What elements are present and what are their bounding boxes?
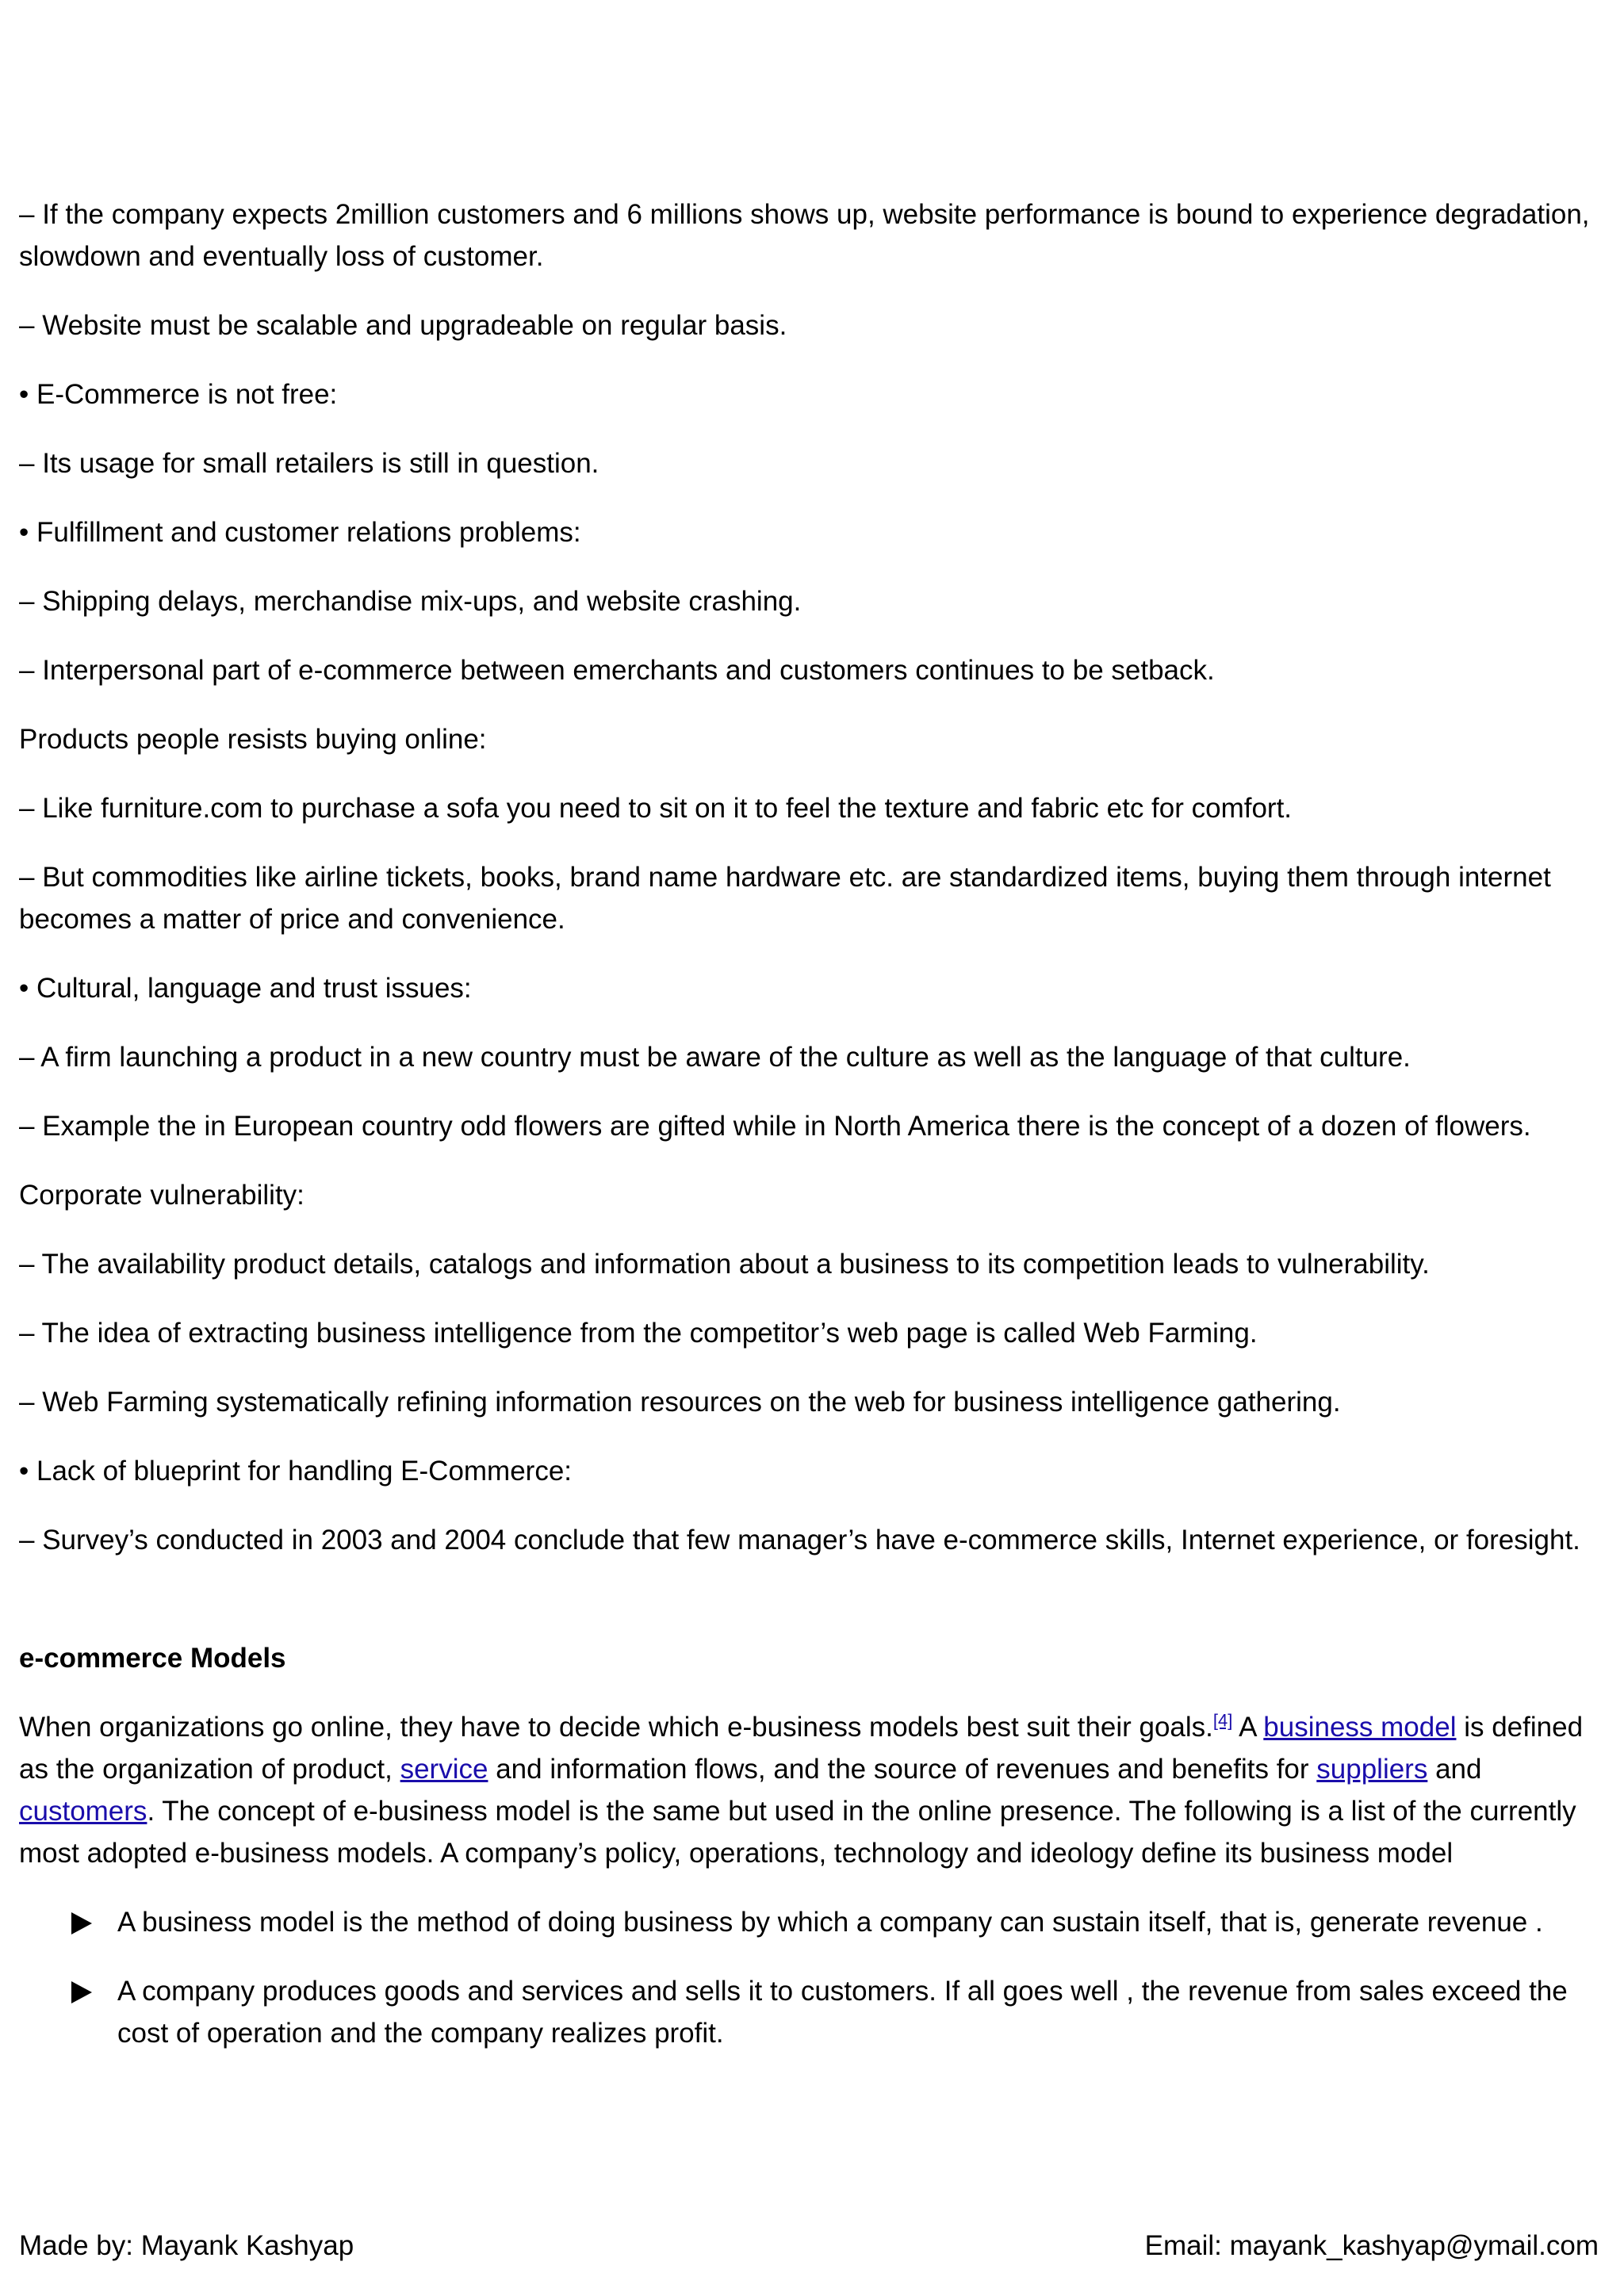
suppliers-link[interactable]: suppliers — [1316, 1754, 1428, 1785]
service-link[interactable]: service — [400, 1754, 488, 1785]
bullet-item — [19, 1970, 1602, 2054]
triangle-right-icon — [71, 1981, 92, 2003]
footer-author: Made by: Mayank Kashyap — [19, 2230, 354, 2261]
customers-link[interactable]: customers — [19, 1796, 147, 1827]
paragraph: – Interpersonal part of e-commerce between emerchants and customers continues to be setback. — [19, 655, 1215, 686]
paragraph: – The availability product details, catalogs and information about a business to its competition leads to vulnerability. — [19, 1249, 1430, 1280]
paragraph: – But commodities like airline tickets, books, brand name hardware etc. are standardized items, buying them through internet becomes a matter of price and convenience. — [19, 862, 1551, 935]
paragraph: • Lack of blueprint for handling E-Commerce: — [19, 1456, 573, 1487]
paragraph: Products people resists buying online: — [19, 724, 487, 755]
intro-text: and — [1427, 1754, 1482, 1785]
paragraph: Corporate vulnerability: — [19, 1180, 304, 1211]
citation-link[interactable]: [4] — [1212, 1710, 1233, 1731]
intro-text: When organizations go online, they have to decide which e-business models best suit their goals. — [19, 1712, 1213, 1743]
intro-text: is defined as the organization of product, — [19, 1712, 1584, 1785]
paragraph: – The idea of extracting business intelligence from the competitor’s web page is called Web Farming. — [19, 1318, 1258, 1349]
paragraph: • Fulfillment and customer relations problems: — [19, 517, 581, 548]
paragraph: – Its usage for small retailers is still in question. — [19, 448, 599, 479]
triangle-right-icon — [71, 1912, 92, 1934]
footer-email: Email: mayank_kashyap@ymail.com — [1144, 2230, 1599, 2261]
paragraph: – Like furniture.com to purchase a sofa you need to sit on it to feel the texture and fabric etc for comfort. — [19, 793, 1293, 824]
document-page — [19, 193, 1602, 2081]
bullet-text: A business model is the method of doing business by which a company can sustain itself, that is, generate revenue . — [117, 1907, 1543, 1938]
business-model-link[interactable]: business model — [1263, 1712, 1457, 1743]
intro-text: A — [1232, 1712, 1264, 1743]
intro-text: . The concept of e-business model is the same but used in the online presence. The following is a list of the currently most adopted e-business models. A company’s policy, operations, technology and ideology define its business model — [19, 1796, 1576, 1869]
paragraph: – Example the in European country odd flowers are gifted while in North America there is the concept of a dozen of flowers. — [19, 1111, 1531, 1142]
bullet-item — [19, 1901, 1602, 1943]
intro-text: and information flows, and the source of revenues and benefits for — [488, 1754, 1317, 1785]
paragraph: – Website must be scalable and upgradeable on regular basis. — [19, 310, 787, 341]
paragraph: • E-Commerce is not free: — [19, 379, 338, 410]
paragraph: – A firm launching a product in a new country must be aware of the culture as well as the language of that culture. — [19, 1042, 1411, 1073]
bullet-text: A company produces goods and services and sells it to customers. If all goes well , the revenue from sales exceed the cost of operation and the company realizes profit. — [117, 1976, 1568, 2049]
paragraph: – If the company expects 2million customers and 6 millions shows up, website performance is bound to experience degradation, slowdown and eventually loss of customer. — [19, 199, 1590, 272]
paragraph: – Web Farming systematically refining information resources on the web for business intelligence gathering. — [19, 1387, 1341, 1418]
section-heading: e-commerce Models — [19, 1643, 286, 1674]
paragraph: – Shipping delays, merchandise mix-ups, and website crashing. — [19, 586, 802, 617]
page-footer — [19, 2225, 1599, 2267]
intro-paragraph — [19, 1706, 1602, 1874]
paragraph: – Survey’s conducted in 2003 and 2004 conclude that few manager’s have e-commerce skills, Internet experience, or foresight. — [19, 1525, 1580, 1556]
paragraph: • Cultural, language and trust issues: — [19, 973, 472, 1004]
